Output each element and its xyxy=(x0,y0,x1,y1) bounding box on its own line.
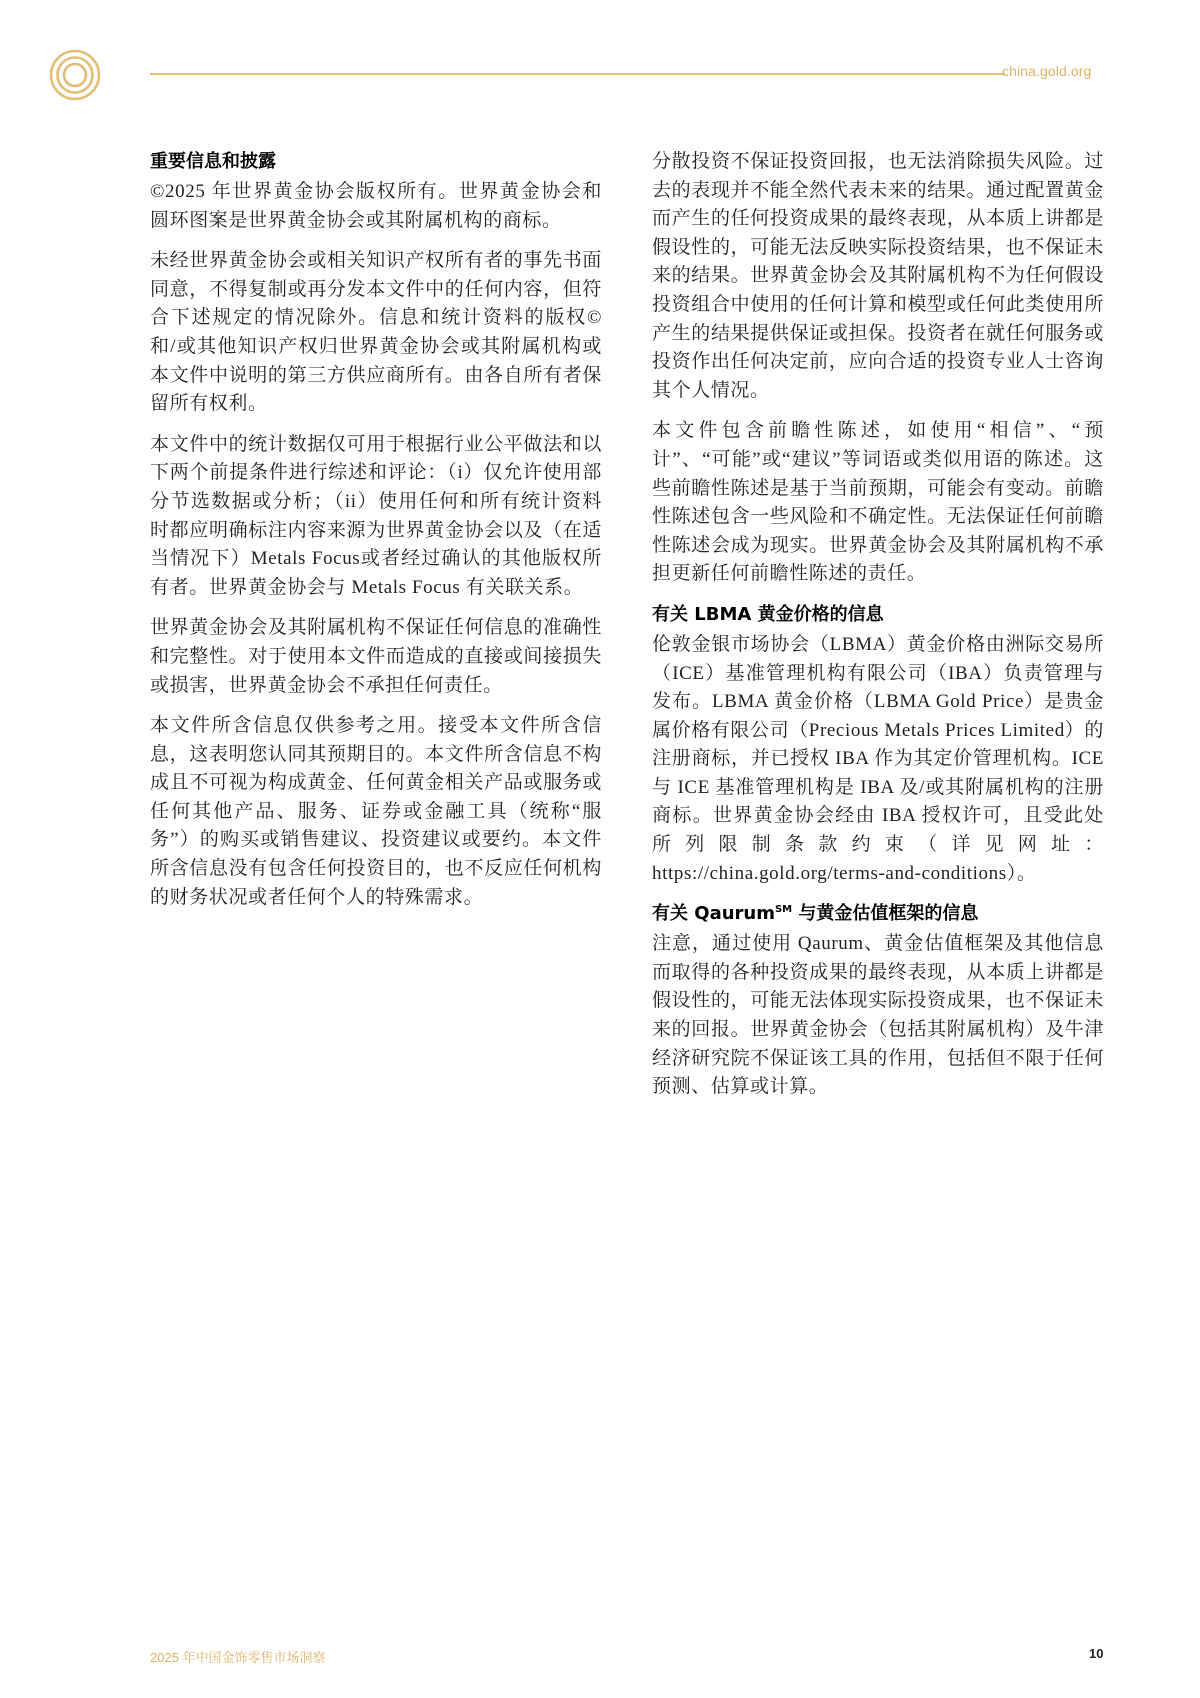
qaurum-heading-post: 与黄金估值框架的信息 xyxy=(792,903,979,925)
accuracy-disclaimer-paragraph: 世界黄金协会及其附属机构不保证任何信息的准确性和完整性。对于使用本文件而造成的直接或间接损失或损害，世界黄金协会不承担任何责任。 xyxy=(150,617,602,696)
footer-report-title: 2025 年中国金饰零售市场洞察 xyxy=(150,1650,326,1665)
qaurum-heading-pre: 有关 Qaurum xyxy=(652,903,775,925)
header-divider xyxy=(150,73,1005,75)
left-column xyxy=(150,148,602,924)
statistics-usage-paragraph: 本文件中的统计数据仅可用于根据行业公平做法和以下两个前提条件进行综述和评论：（i）仅允许使用部分节选数据或分析；（ii）使用任何和所有统计资料时都应明确标注内容来源为世界黄金协会以及（在适当情况下）Metals Focus或者经过确认的其他版权所有者。世界黄金协会与 Metals Focus 有关联关系。 xyxy=(150,433,602,598)
forward-looking-paragraph: 本文件包含前瞻性陈述，如使用“相信”、“预计”、“可能”或“建议”等词语或类似用语的陈述。这些前瞻性陈述是基于当前预期，可能会有变动。前瞻性陈述包含一些风险和不确定性。无法保证任何前瞻性陈述会成为现实。世界黄金协会及其附属机构不承担更新任何前瞻性陈述的责任。 xyxy=(652,420,1104,585)
site-url-link[interactable]: china.gold.org xyxy=(1002,63,1092,79)
gold-rings-logo-icon xyxy=(49,49,101,101)
copyright-paragraph: ©2025 年世界黄金协会版权所有。世界黄金协会和圆环图案是世界黄金协会或其附属机构的商标。 xyxy=(150,181,602,231)
qaurum-paragraph: 注意，通过使用 Qaurum、黄金估值框架及其他信息而取得的各种投资成果的最终表现，从本质上讲都是假设性的，可能无法体现实际投资成果，也不保证未来的回报。世界黄金协会（包括其附属机构）及牛津经济研究院不保证该工具的作用，包括但不限于任何预测、估算或计算。 xyxy=(652,933,1104,1098)
diversification-paragraph: 分散投资不保证投资回报，也无法消除损失风险。过去的表现并不能全然代表未来的结果。通过配置黄金而产生的任何投资成果的最终表现，从本质上讲都是假设性的，可能无法反映实际投资结果，也不保证未来的结果。世界黄金协会及其附属机构不为任何假设投资组合中使用的任何计算和模型或任何此类使用所产生的结果提供保证或担保。投资者在就任何服务或投资作出任何决定前，应向合适的投资专业人士咨询其个人情况。 xyxy=(652,151,1104,401)
lbma-heading: 有关 LBMA 黄金价格的信息 xyxy=(652,603,884,625)
right-column xyxy=(652,148,1104,1114)
disclosure-heading: 重要信息和披露 xyxy=(150,151,276,172)
information-purpose-paragraph: 本文件所含信息仅供参考之用。接受本文件所含信息，这表明您认同其预期目的。本文件所含信息不构成且不可视为构成黄金、任何黄金相关产品或服务或任何其他产品、服务、证券或金融工具（统称“服务”）的购买或销售建议、投资建议或要约。本文件所含信息没有包含任何投资目的，也不反应任何机构的财务状况或者任何个人的特殊需求。 xyxy=(150,715,602,908)
qaurum-heading xyxy=(652,900,1104,928)
lbma-paragraph: 伦敦金银市场协会（LBMA）黄金价格由洲际交易所（ICE）基准管理机构有限公司（IBA）负责管理与发布。LBMA 黄金价格（LBMA Gold Price）是贵金属价格有限公司（Precious Metals Prices Limited）的注册商标，并已授权 IBA 作为其定价管理机构。ICE 与 ICE 基准管理机构是 IBA 及/或其附属机构的注册商标。世界黄金协会经由 IBA 授权许可，且受此处所列限制条款约束（详见网址：https://china.gold.org/terms-and-conditions）。 xyxy=(652,633,1104,884)
service-mark: SM xyxy=(774,904,793,916)
page-number: 10 xyxy=(1089,1646,1104,1661)
reproduction-paragraph: 未经世界黄金协会或相关知识产权所有者的事先书面同意，不得复制或再分发本文件中的任何内容，但符合下述规定的情况除外。信息和统计资料的版权©和/或其他知识产权归世界黄金协会或其附属机构或本文件中说明的第三方供应商所有。由各自所有者保留所有权利。 xyxy=(150,250,602,415)
